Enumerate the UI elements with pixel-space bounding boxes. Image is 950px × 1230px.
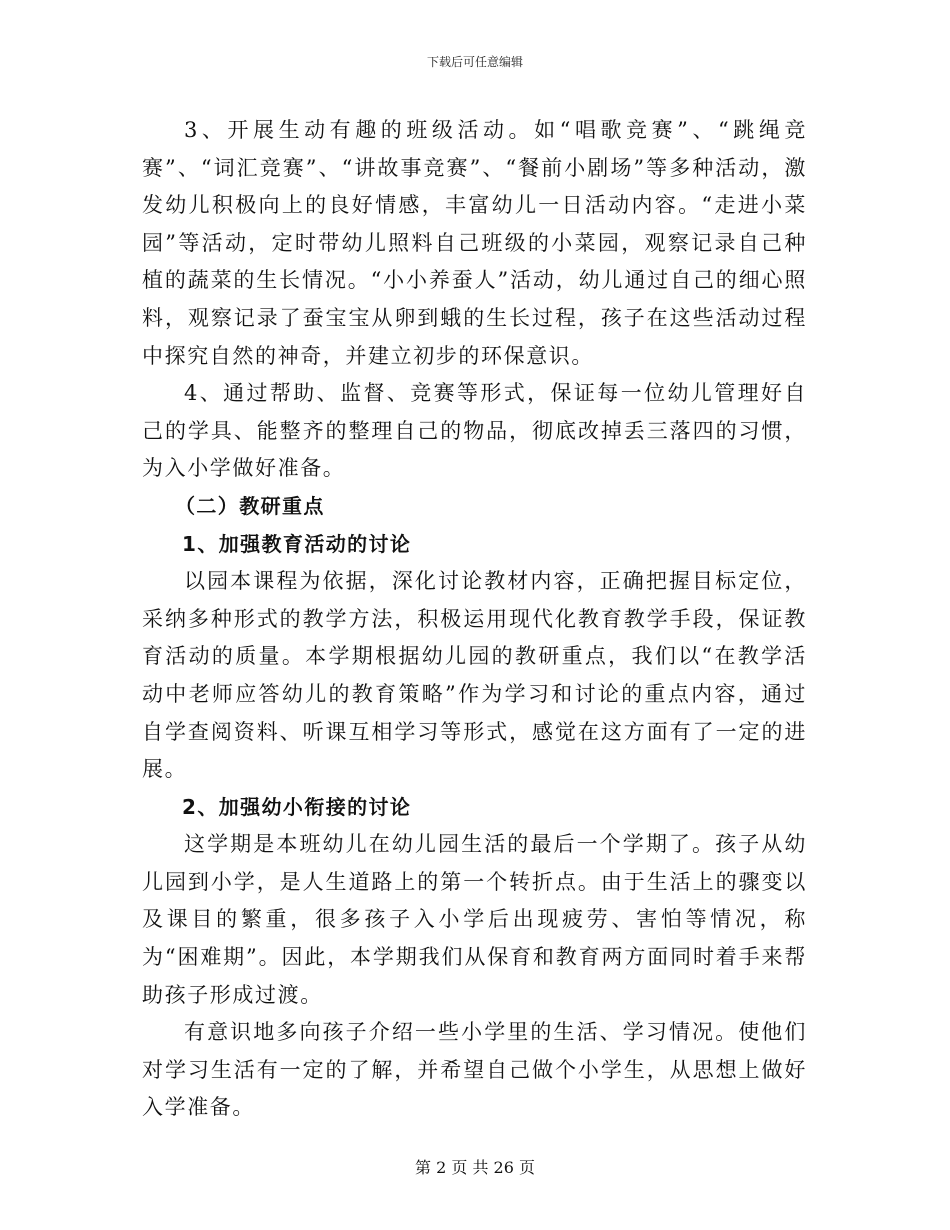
paragraph-last-semester: 这学期是本班幼儿在幼儿园生活的最后一个学期了。孩子从幼儿园到小学，是人生道路上的第一个转折点。由于生活上的骤变以及课目的繁重，很多孩子入小学后出现疲劳、害怕等情况，称为“困难期”。因此，本学期我们从保育和教育两方面同时着手来帮助孩子形成过渡。 bbox=[142, 832, 807, 1007]
page-footer: 第 2 页 共 26 页 bbox=[415, 1158, 535, 1177]
paragraph-curriculum: 以园本课程为依据，深化讨论教材内容，正确把握目标定位，采纳多种形式的教学方法，积极运用现代化教育教学手段，保证教育活动的质量。本学期根据幼儿园的教研重点，我们以“在教学活动中老师应答幼儿的教育策略”作为学习和讨论的重点内容，通过自学查阅资料、听课互相学习等形式，感觉在这方面有了一定的进展。 bbox=[142, 569, 807, 782]
subheading-education-activities: 1、加强教育活动的讨论 bbox=[182, 531, 412, 556]
paragraph-activities: 3、开展生动有趣的班级活动。如“唱歌竞赛”、“跳绳竞赛”、“词汇竞赛”、“讲故事竞赛”、“餐前小剧场”等多种活动，激发幼儿积极向上的良好情感，丰富幼儿一日活动内容。“走进小菜园”等活动，定时带幼儿照料自己班级的小菜园，观察记录自己种植的蔬菜的生长情况。“小小养蚕人”活动，幼儿通过自己的细心照料，观察记录了蚕宝宝从卵到蛾的生长过程，孩子在这些活动过程中探究自然的神奇，并建立初步的环保意识。 bbox=[142, 118, 807, 368]
subheading-transition: 2、加强幼小衔接的讨论 bbox=[182, 794, 412, 819]
section-heading-research: （二）教研重点 bbox=[175, 493, 325, 518]
document-body bbox=[142, 112, 807, 1127]
paragraph-self-management: 4、通过帮助、监督、竞赛等形式，保证每一位幼儿管理好自己的学具、能整齐的整理自己的物品，彻底改掉丢三落四的习惯，为入小学做好准备。 bbox=[142, 381, 807, 481]
page-header: 下载后可任意编辑 bbox=[426, 55, 523, 69]
paragraph-introduce-school: 有意识地多向孩子介绍一些小学里的生活、学习情况。使他们对学习生活有一定的了解，并希望自己做个小学生，从思想上做好入学准备。 bbox=[142, 1020, 807, 1120]
